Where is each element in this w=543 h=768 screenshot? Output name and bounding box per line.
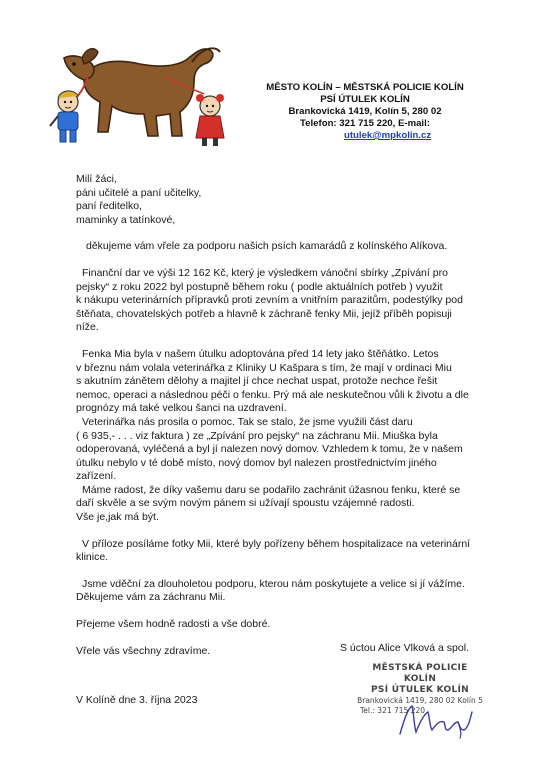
child-right-illustration <box>196 94 224 146</box>
paragraph-attachments: V příloze posíláme fotky Mii, které byly pořízeny během hospitalizace na veterinární klinice. <box>76 537 471 564</box>
paragraph-wishes: Přejeme všem hodně radosti a vše dobré. <box>76 618 271 631</box>
paragraph-mia-story: Fenka Mia byla v našem útulku adoptována před 14 lety jako štěňátko. Letos v březnu nám volala veterinářka z Kliniky U Kašpara s tím, že mají v ordinaci Miu s akutním zánětem dělohy a majitel jí chce nechat uspat, protože nechce řešit nemoc, operaci a následnou péči o fenku. Prý má ale neskutečnou vůli k životu a dle prognózy má také velkou šanci na uzdravení. <box>76 347 469 415</box>
stamp-line: PSÍ ÚTULEK KOLÍN <box>371 685 469 695</box>
letterhead <box>256 82 474 142</box>
letterhead-line-phone: Telefon: 321 715 220, E-mail: <box>300 118 430 129</box>
stamp-line: Tel.: 321 715 220 <box>360 706 426 715</box>
signoff: S úctou Alice Vlková a spol. <box>340 642 469 654</box>
paragraph-donation: Finanční dar ve výši 12 162 Kč, který je výsledkem vánoční sbírky „Zpívání pro pejsky“ z roku 2022 byl postupně během roku ( podle aktuálních potřeb ) využit k nákupu veterinárních přípravků proti zevním a vnitřním parazitům, podestýlky pod štěňata, chovatelských potřeb a hlavně k záchraně fenky Mii, jejíž příběh popisuji níže. <box>76 266 463 334</box>
handwritten-signature <box>396 700 476 740</box>
letterhead-line-city: MĚSTO KOLÍN – MĚSTSKÁ POLICIE KOLÍN <box>266 82 464 93</box>
letterhead-line-address: Brankovická 1419, Kolín 5, 280 02 <box>288 106 442 117</box>
greeting-line: Milí žáci, <box>76 173 117 185</box>
letter-body <box>76 173 506 658</box>
paragraph-gratitude: Jsme vděční za dlouholetou podporu, kterou nám poskytujete a velice si jí vážíme. Děkujeme vám za záchranu Mii. <box>76 577 465 604</box>
paragraph-joy: Máme radost, že díky vašemu daru se podařilo zachránit úžasnou fenku, které se daří skvěle a se svým novým pánem si užívají spoustu vzájemné radosti. Vše je,jak má být. <box>76 483 461 524</box>
email-link[interactable]: utulek@mpkolin.cz <box>344 130 432 141</box>
greeting-line: paní ředitelko, <box>76 200 142 213</box>
stamp-line: MĚSTSKÁ POLICIE KOLÍN <box>372 663 468 684</box>
shelter-logo <box>44 40 230 150</box>
stamp-line: Brankovická 1419, 280 02 Kolín 5 <box>357 696 483 705</box>
greeting-line: maminky a tatínkové, <box>76 213 176 226</box>
letterhead-line-shelter: PSÍ ÚTULEK KOLÍN <box>320 94 410 105</box>
paragraph-vet-request: Veterinářka nás prosila o pomoc. Tak se stalo, že jsme využili část daru ( 6 935,- . . . viz faktura ) ze „Zpívání pro pejsky“ na záchranu Mii. Miuška byla odoperovaná, vyléčená a byl jí nalezen nový domov. Vzhledem k tomu, že v našem útulku nebylo v té době místo, nový domov byl nalezen prostřednictvím jiného zařízení. <box>76 415 463 483</box>
letter-date: V Kolíně dne 3. října 2023 <box>76 694 198 706</box>
paragraph-thanks: děkujeme vám vřele za podporu našich psích kamarádů z kolínského Alíkova. <box>86 240 448 253</box>
greeting <box>76 173 506 227</box>
child-left-illustration <box>50 91 78 142</box>
dog-illustration <box>64 48 220 136</box>
paragraph-greetings: Vřele vás všechny zdravíme. <box>76 644 211 657</box>
greeting-line: páni učitelé a paní učitelky, <box>76 186 202 199</box>
